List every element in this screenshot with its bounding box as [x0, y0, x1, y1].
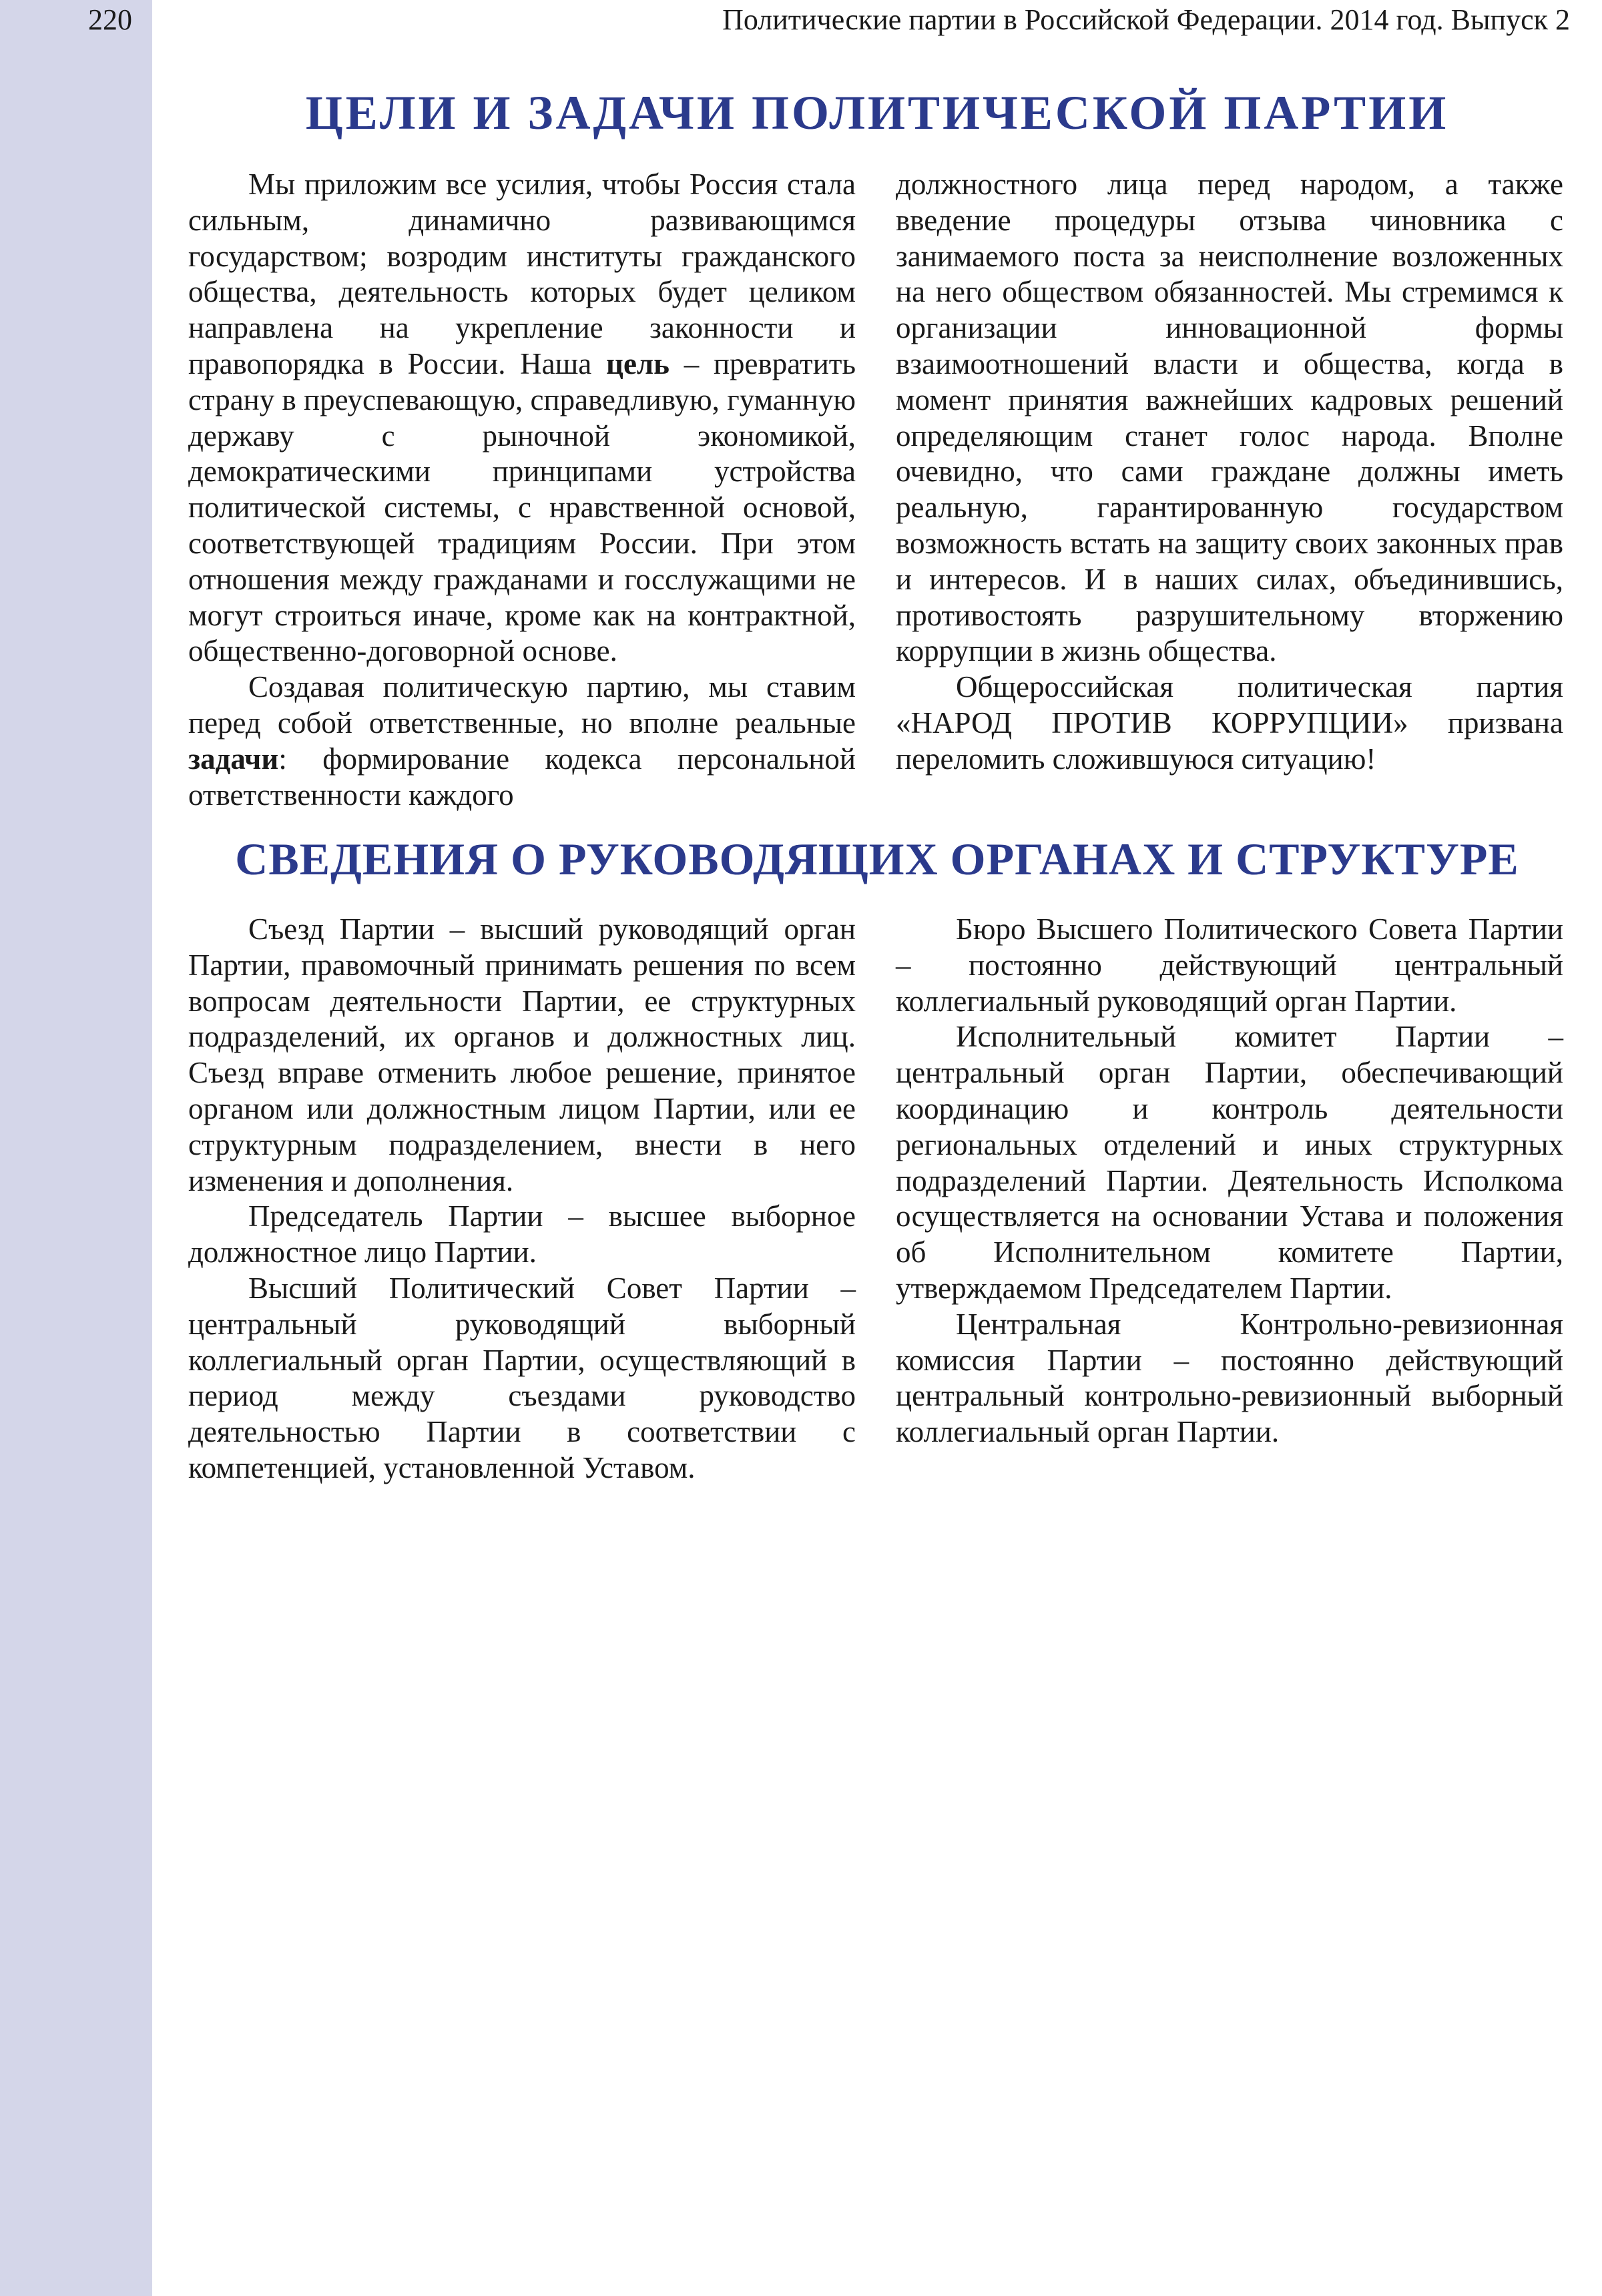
structure-paragraph-audit-commission: Центральная Контрольно-ревизионная комиссия Партии – постоянно действующий центральный контрольно-ревизионный выборный коллегиальный орган Партии.	[896, 1307, 1563, 1449]
goals-paragraph-1	[188, 167, 856, 669]
goals-p1-bold-goal: цель	[606, 346, 670, 380]
structure-paragraph-bureau: Бюро Высшего Политического Совета Партии – постоянно действующий центральный коллегиальный руководящий орган Партии.	[896, 912, 1563, 1018]
goals-column-left	[188, 167, 856, 813]
goals-paragraph-2-continued: должностного лица перед народом, а также введение процедуры отзыва чиновника с занимаемого поста за неисполнение возложенных на него обществом обязанностей. Мы стремимся к организации инновационной формы взаимоотношений власти и общества, когда в момент принятия важнейших кадровых решений определяющим станет голос народа. Вполне очевидно, что сами граждане должны иметь реальную, гарантированную государством возможность встать на защиту своих законных прав и интересов. И в наших силах, объединившись, противостоять разрушительному вторжению коррупции в жизнь общества.	[896, 168, 1563, 668]
goals-p1-text-b: – превратить страну в преуспевающую, справедливую, гуманную державу с рыночной экономикой, демократическими принципами устройства политической системы, с нравственной основой, соответствующей традициям России. При этом отношения между гражданами и госслужащими не могут строиться иначе, кроме как на контрактной, общественно-договорной основе.	[188, 346, 856, 668]
structure-column-left	[188, 912, 856, 1486]
structure-paragraph-executive-committee: Исполнительный комитет Партии – центральный орган Партии, обеспечивающий координацию и контроль деятельности региональных отделений и иных структурных подразделений Партии. Деятельность Исполкома осуществляется на основании Устава и положения об Исполнительном комитете Партии, утверждаемом Председателем Партии.	[896, 1020, 1563, 1305]
goals-paragraph-3: Общероссийская политическая партия «НАРОД ПРОТИВ КОРРУПЦИИ» призвана переломить сложившуюся ситуацию!	[896, 670, 1563, 776]
structure-paragraph-supreme-council: Высший Политический Совет Партии – центральный руководящий выборный коллегиальный орган Партии, осуществляющий в период между съездами руководство деятельностью Партии в соответствии с компетенцией, установленной Уставом.	[188, 1271, 856, 1484]
goals-p2-text-b: : формирование кодекса персональной ответственности каждого	[188, 742, 856, 812]
goals-paragraph-2	[188, 669, 856, 813]
goals-p2-bold-tasks: задачи	[188, 742, 279, 776]
goals-column-right	[896, 167, 1563, 778]
goals-p1-text-a: Мы приложим все усилия, чтобы Россия стала сильным, динамично развивающимся государством; возродим институты гражданского общества, деятельность которых будет целиком направлена на укрепление законности и правопорядка в России. Наша	[188, 168, 856, 380]
page-number: 220	[88, 3, 132, 36]
section-title-goals: ЦЕЛИ И ЗАДАЧИ ПОЛИТИЧЕСКОЙ ПАРТИИ	[305, 86, 1449, 139]
structure-column-right	[896, 912, 1563, 1450]
structure-paragraph-chairman: Председатель Партии – высшее выборное должностное лицо Партии.	[188, 1199, 856, 1269]
running-title: Политические партии в Российской Федерации. 2014 год. Выпуск 2	[722, 3, 1570, 36]
goals-p2-text-a: Создавая политическую партию, мы ставим перед собой ответственные, но вполне реальные	[188, 670, 856, 740]
page-header	[0, 0, 1602, 47]
structure-paragraph-congress: Съезд Партии – высший руководящий орган Партии, правомочный принимать решения по всем вопросам деятельности Партии, ее структурных подразделений, их органов и должностных лиц. Съезд вправе отменить любое решение, принятое органом или должностным лицом Партии, или ее структурным подразделением, внести в него изменения и дополнения.	[188, 912, 856, 1197]
section-title-structure: СВЕДЕНИЯ О РУКОВОДЯЩИХ ОРГАНАХ И СТРУКТУРЕ	[235, 834, 1519, 884]
page-side-band	[0, 0, 152, 2296]
